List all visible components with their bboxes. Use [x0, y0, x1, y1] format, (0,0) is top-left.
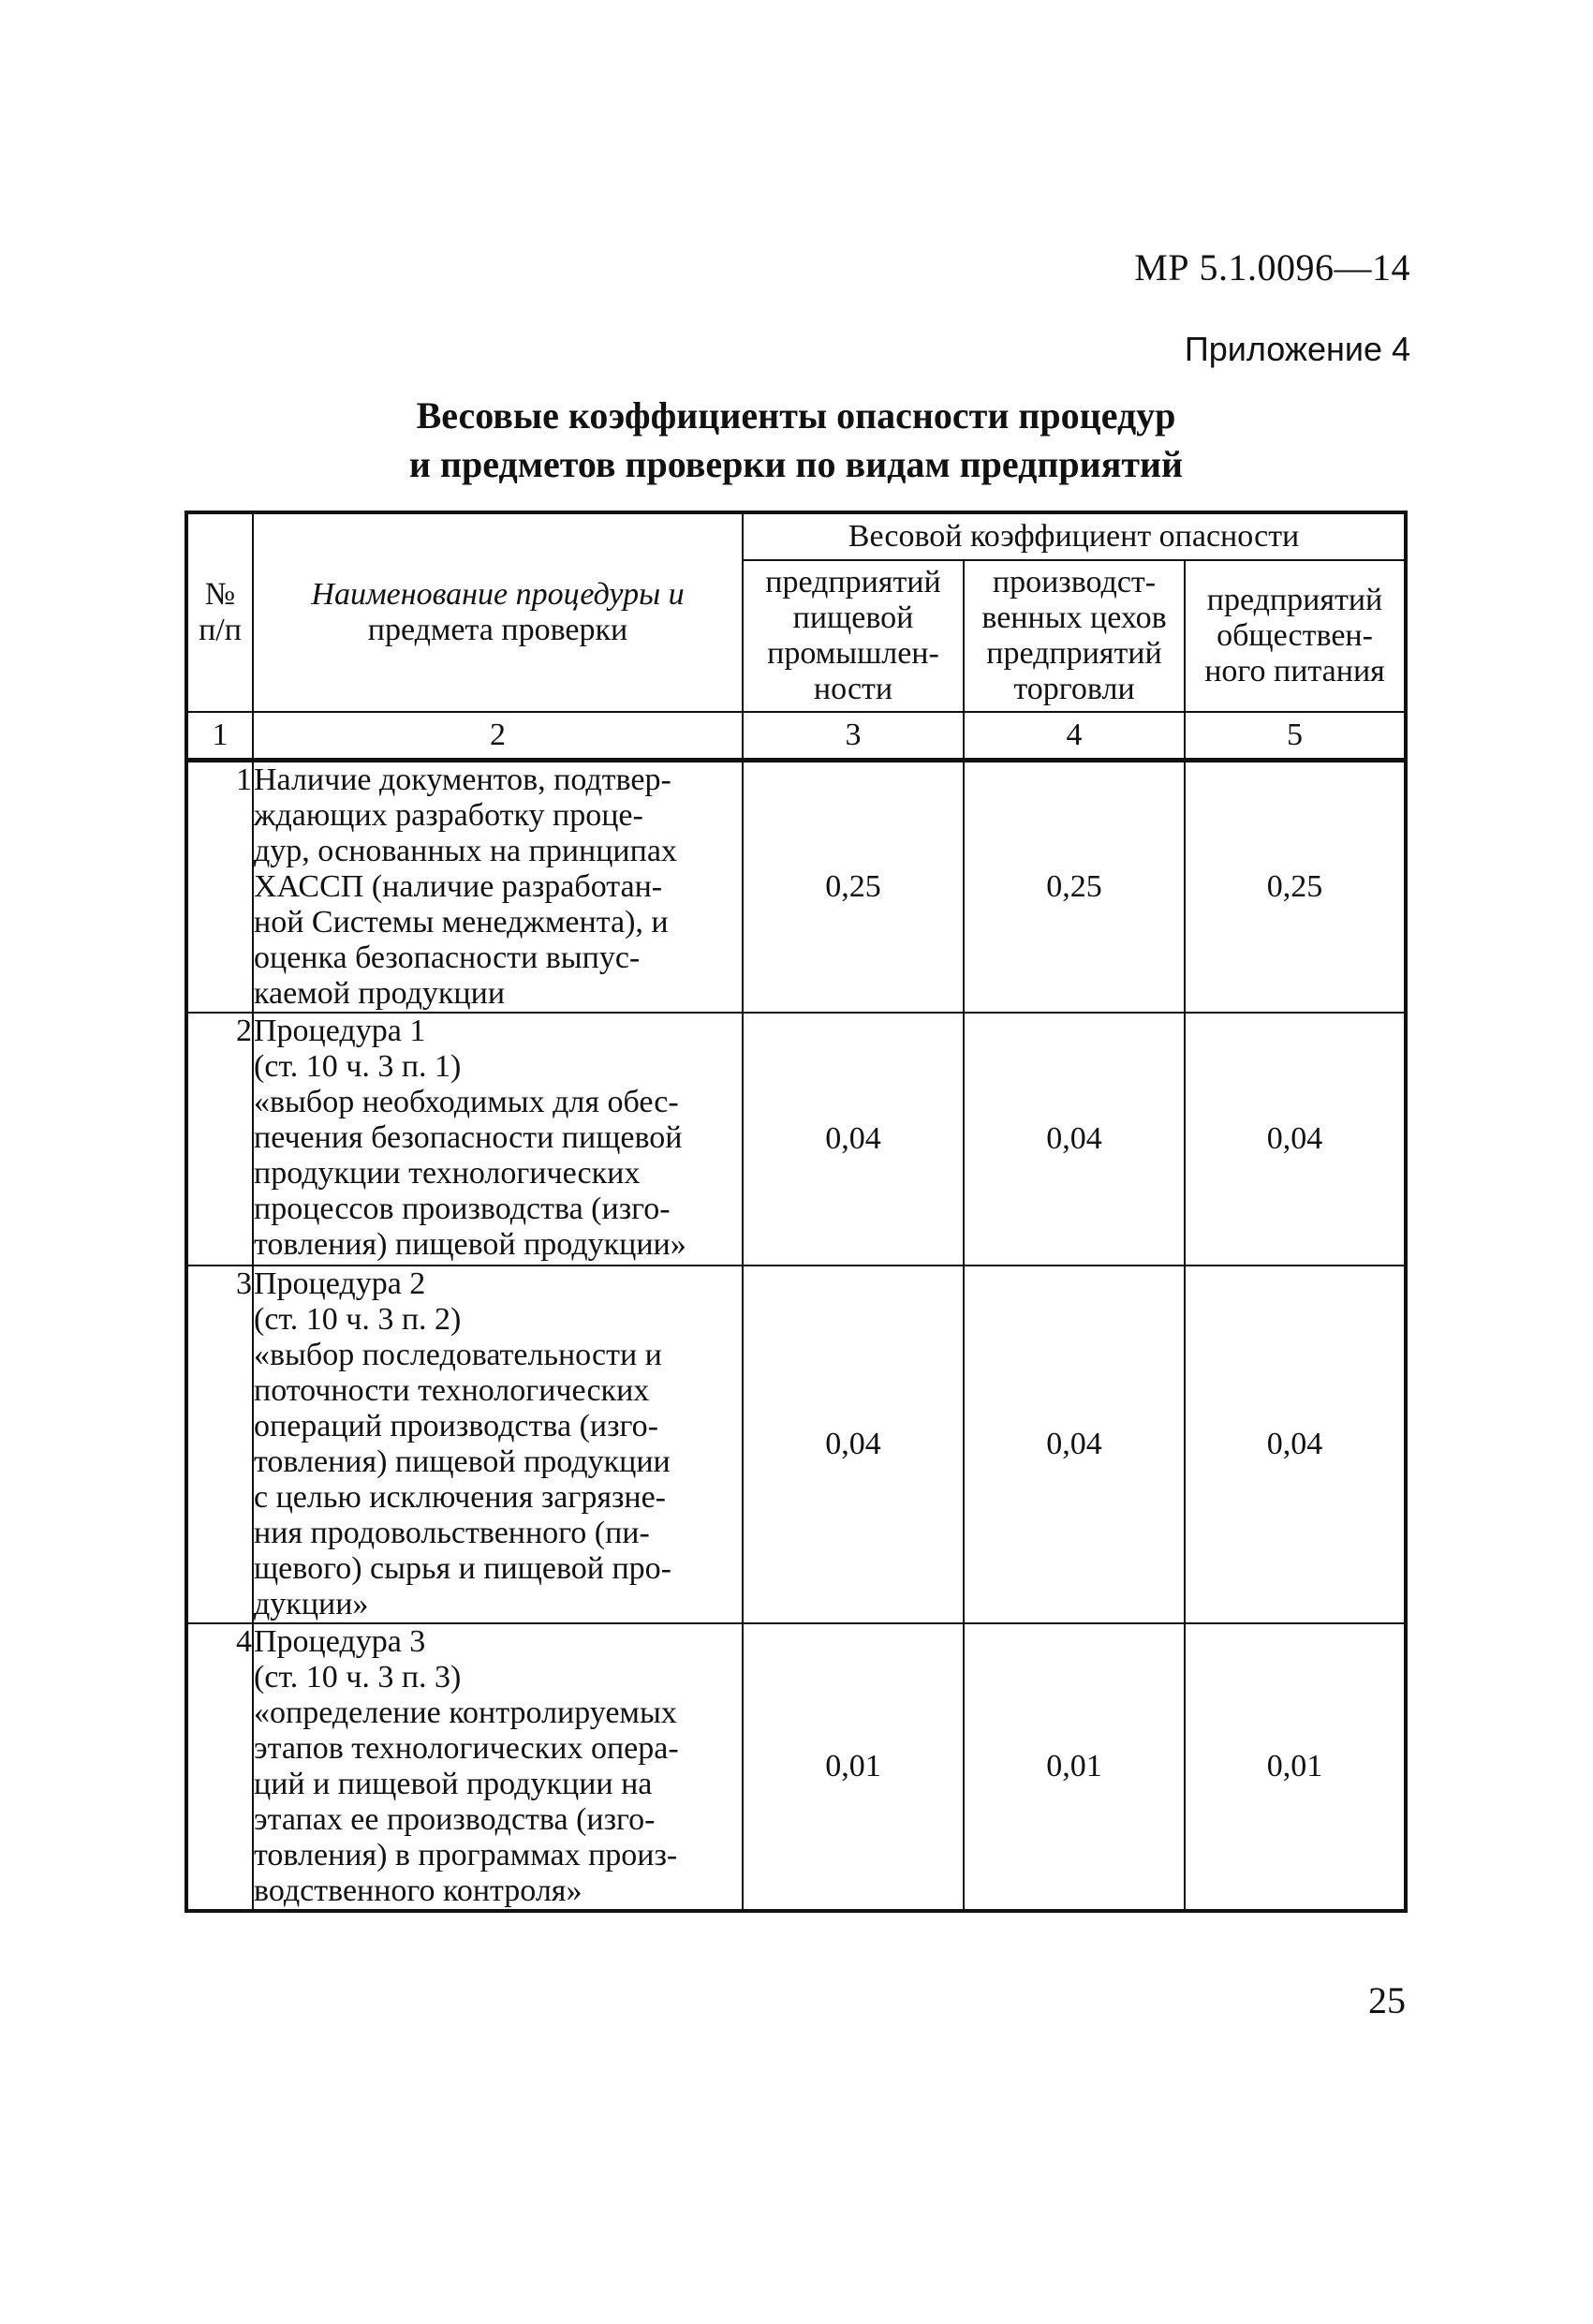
- procedure-name: [253, 761, 743, 1014]
- header-text: пищевой: [792, 600, 914, 635]
- column-index-row: [186, 712, 1406, 761]
- coefficient-catering: 0,25: [1185, 761, 1406, 1014]
- table-title: [281, 392, 1311, 489]
- header-procedure-name: [253, 512, 743, 712]
- header-text: производст-: [992, 565, 1157, 600]
- header-text: №: [204, 577, 236, 612]
- procedure-name-line: каемой продукции: [254, 976, 506, 1011]
- table-row: [186, 1623, 1406, 1911]
- procedure-name-line: операций производства (изго-: [254, 1409, 658, 1443]
- procedure-name-line: (ст. 10 ч. 3 п. 1): [254, 1049, 462, 1084]
- title-line: Весовые коэффициенты опасности процедур: [416, 394, 1176, 437]
- procedure-name-line: ния продовольственного (пи-: [254, 1516, 650, 1550]
- procedure-name-line: с целью исключения загрязне-: [254, 1480, 666, 1515]
- header-food-industry: [743, 560, 964, 712]
- header-text: п/п: [199, 613, 242, 647]
- header-number: [186, 512, 253, 712]
- coefficient-food-industry: 0,01: [743, 1623, 964, 1911]
- procedure-name-line: процессов производства (изго-: [254, 1192, 671, 1226]
- procedure-name-line: (ст. 10 ч. 3 п. 2): [254, 1302, 462, 1337]
- procedure-name-line: этапов технологических опера-: [254, 1731, 679, 1766]
- header-text: обществен-: [1217, 618, 1373, 653]
- procedure-name-line: «определение контролируемых: [254, 1695, 677, 1730]
- header-trade-workshops: [964, 560, 1185, 712]
- procedure-name-line: Процедура 2: [254, 1266, 426, 1301]
- column-index: 1: [186, 712, 253, 761]
- header-weight-group: Весовой коэффициент опасности: [743, 512, 1406, 560]
- procedure-name-line: этапах ее производства (изго-: [254, 1802, 656, 1837]
- table-row: [186, 761, 1406, 1014]
- coefficient-food-industry: 0,04: [743, 1266, 964, 1623]
- title-line: и предметов проверки по видам предприятий: [408, 443, 1184, 485]
- procedure-name-line: товления) пищевой продукции: [254, 1444, 671, 1479]
- procedure-name-line: Наличие документов, подтвер-: [254, 762, 671, 797]
- row-number: 2: [186, 1013, 253, 1266]
- appendix-label: Приложение 4: [1184, 330, 1410, 368]
- header-text: венных цехов: [981, 600, 1167, 635]
- procedure-name-line: ной Системы менеджмента), и: [254, 905, 669, 940]
- coefficient-food-industry: 0,04: [743, 1013, 964, 1266]
- row-number: 1: [186, 761, 253, 1014]
- procedure-name-line: «выбор последовательности и: [254, 1338, 662, 1372]
- procedure-name-line: Процедура 3: [254, 1624, 426, 1659]
- procedure-name-line: (ст. 10 ч. 3 п. 3): [254, 1660, 462, 1695]
- procedure-name-line: поточности технологических: [254, 1373, 650, 1408]
- header-text: торговли: [1013, 672, 1135, 706]
- procedure-name-line: печения безопасности пищевой: [254, 1120, 683, 1155]
- procedure-name-line: Процедура 1: [254, 1014, 426, 1048]
- procedure-name-line: ХАССП (наличие разработан-: [254, 869, 663, 904]
- procedure-name-line: товления) в программах произ-: [254, 1838, 678, 1873]
- header-text: ного питания: [1204, 654, 1385, 688]
- row-number: 3: [186, 1266, 253, 1623]
- coefficient-catering: 0,01: [1185, 1623, 1406, 1911]
- header-text: предприятий: [765, 565, 941, 600]
- procedure-name-line: продукции технологических: [254, 1156, 641, 1191]
- column-index: 2: [253, 712, 743, 761]
- procedure-name: [253, 1266, 743, 1623]
- procedure-name-line: водственного контроля»: [254, 1873, 583, 1908]
- procedure-name-line: оценка безопасности выпус-: [254, 940, 641, 975]
- header-text: промышлен-: [767, 636, 939, 671]
- column-index: 3: [743, 712, 964, 761]
- procedure-name-line: ждающих разработку проце-: [254, 798, 643, 833]
- row-number: 4: [186, 1623, 253, 1911]
- column-index: 4: [964, 712, 1185, 761]
- procedure-name: [253, 1623, 743, 1911]
- procedure-name: [253, 1013, 743, 1266]
- procedure-name-line: дур, основанных на принципах: [254, 834, 677, 868]
- coefficient-catering: 0,04: [1185, 1266, 1406, 1623]
- coefficient-food-industry: 0,25: [743, 761, 964, 1014]
- header-text: ности: [813, 672, 893, 706]
- coefficient-trade-workshops: 0,04: [964, 1266, 1185, 1623]
- table-row: [186, 1266, 1406, 1623]
- coefficients-table: [184, 511, 1408, 1913]
- procedure-name-line: «выбор необходимых для обес-: [254, 1085, 679, 1119]
- column-index: 5: [1185, 712, 1406, 761]
- header-text: Наименование процедуры и: [311, 577, 685, 612]
- coefficient-trade-workshops: 0,25: [964, 761, 1185, 1014]
- procedure-name-line: щевого) сырья и пищевой про-: [254, 1551, 671, 1586]
- header-text: предприятий: [1206, 583, 1383, 617]
- coefficient-catering: 0,04: [1185, 1013, 1406, 1266]
- coefficient-trade-workshops: 0,04: [964, 1013, 1185, 1266]
- page-number: 25: [1368, 1979, 1406, 2021]
- table-row: [186, 1013, 1406, 1266]
- header-catering: [1185, 560, 1406, 712]
- procedure-name-line: дукции»: [254, 1587, 369, 1621]
- procedure-name-line: товления) пищевой продукции»: [254, 1227, 686, 1262]
- header-text: предмета проверки: [367, 613, 628, 647]
- header-text: предприятий: [986, 636, 1162, 671]
- document-code: МР 5.1.0096—14: [1134, 246, 1410, 289]
- coefficient-trade-workshops: 0,01: [964, 1623, 1185, 1911]
- procedure-name-line: ций и пищевой продукции на: [254, 1767, 653, 1801]
